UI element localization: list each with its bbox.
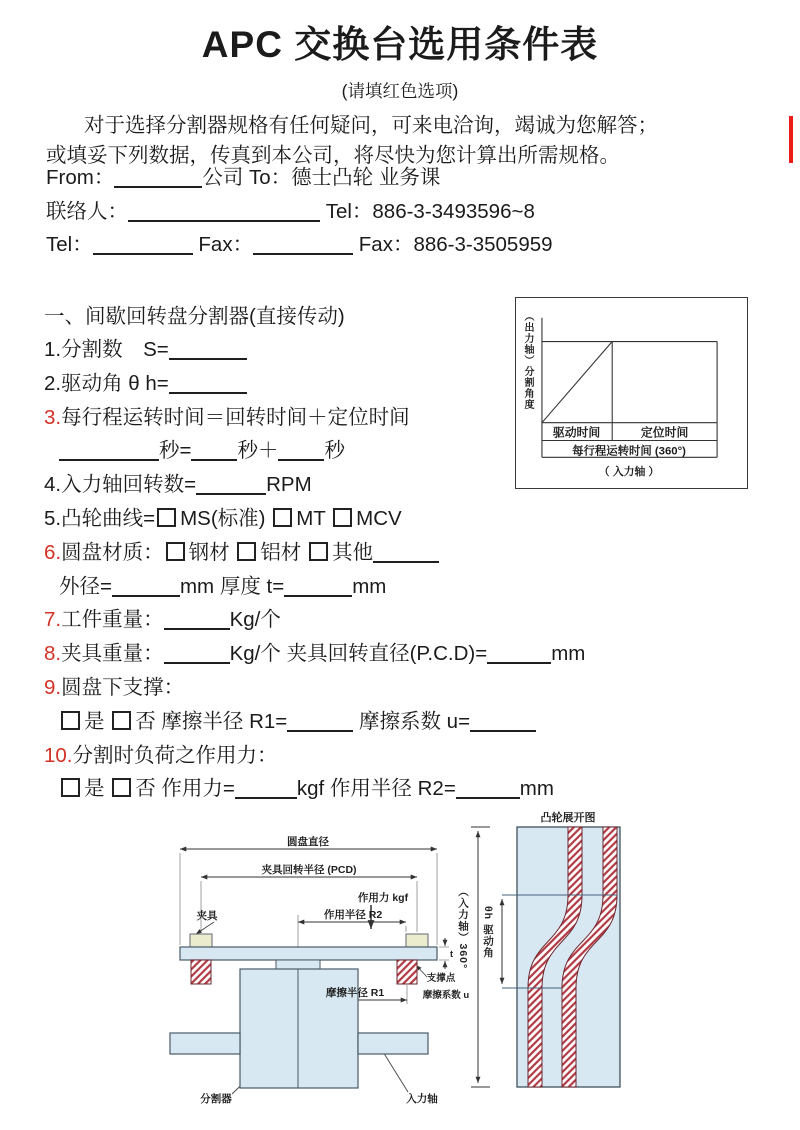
blank-field [164,642,230,665]
checkbox [166,542,185,561]
label-text: 联络人： [46,199,128,223]
total-time-label: 每行程运转时间 (360°) [572,445,686,458]
blank-field [169,371,247,394]
form-line [44,434,585,468]
blank-field [169,338,247,361]
checkbox [273,508,292,527]
label-text: mm [551,642,586,666]
intro-line-2: 或填妥下列数据，传真到本公司，将尽快为您计算出所需规格。 [46,144,620,167]
label-text: 钢材 [188,540,236,564]
divider-label: 分割器 [200,1093,232,1105]
contact-lines [46,161,553,262]
label-text: mm [519,777,554,801]
label-text: 每行程运转时间＝回转时间＋定位时间 [61,405,410,429]
form-line [44,637,585,671]
red-edge-mark [789,116,793,163]
blank-field [278,439,324,462]
item-number: 6. [44,540,62,564]
blank-field [373,540,439,563]
checkbox [61,778,80,797]
form-line [44,570,585,604]
item-number: 4. [44,473,62,497]
fixture-block-right [406,934,428,947]
label-text: Tel：886-3-3493596~8 [320,199,535,223]
label-text: mm 厚度 t= [179,574,285,598]
form-line [44,739,585,773]
form-line [44,603,585,637]
label-text: Fax：886-3-3505959 [353,233,553,256]
label-text: kgf 作用半径 R2= [296,777,456,801]
friction-coef-label: 摩擦系数 u [422,990,470,1001]
label-text: 否 摩擦半径 R1= [135,709,288,733]
label-text: 铝材 [260,540,308,564]
page-title: APC 交换台选用条件表 [201,24,599,65]
item-number: 7. [44,608,62,632]
checkbox [112,778,131,797]
blank-field [114,166,202,189]
item-number: 5. [44,506,62,530]
thickness-label: t [450,949,453,959]
label-text: 秒＋ [237,439,279,463]
label-text: Tel： [46,233,93,256]
label-text: MT [296,506,332,530]
item-number: 3. [44,405,62,429]
blank-field [93,233,193,256]
item-number: 8. [44,642,62,666]
intro-line-1: 对于选择分割器规格有任何疑问，可来电洽询，竭诚为您解答； [84,114,658,137]
fixture-label: 夹具 [196,910,218,922]
label-text: Kg/个 [229,608,281,632]
form-line [44,705,585,739]
timing-chart-box [515,297,748,489]
blank-field [196,473,266,496]
label-text: 秒 [324,439,345,463]
cam-height-label: （入力轴）360° [457,886,469,970]
blank-field [164,608,230,631]
item-number: 2. [44,371,62,395]
timing-chart [516,298,747,488]
label-text: MCV [356,506,402,530]
form-line [46,161,553,195]
indexer-diagram [170,835,469,1105]
checkbox [61,711,80,730]
pcd-label: 夹具回转半径 (PCD) [261,864,357,876]
label-text: 是 [84,709,111,733]
label-text: 外径= [59,574,112,598]
checkbox [112,711,131,730]
force-radius-label: 作用半径 R2 [323,909,383,921]
input-axis-label: （ 入力轴 ） [598,466,660,479]
page-subtitle: (请填红色选项) [341,81,459,101]
cam-title: 凸轮展开图 [540,812,596,824]
label-text: 驱动角 θ h= [61,371,169,395]
item-number: 1. [44,338,62,361]
blank-field [59,439,159,462]
support-block-right [397,960,417,984]
form-line [44,536,585,570]
blank-field [284,574,352,597]
label-text: 入力轴回转数= [61,473,197,497]
label-text: MS(标准) [180,506,272,530]
shaft-left [170,1033,240,1054]
label-text: Fax： [192,233,254,256]
label-text: 秒= [159,439,192,463]
blank-field [128,199,320,222]
friction-radius-label: 摩擦半径 R1 [325,987,385,999]
fixture-block-left [190,934,212,947]
form-line [46,228,553,262]
form-line [44,502,585,536]
form-line [44,671,585,705]
mechanism-and-cam-diagram [150,795,695,1130]
label-text: Kg/个 夹具回转直径(P.C.D)= [229,642,488,666]
item-number: 10. [44,743,73,767]
support-block-left [191,960,211,984]
blank-field [287,709,353,732]
label-text: mm [352,574,387,598]
label-text: 圆盘下支撑： [61,675,185,699]
label-text: 凸轮曲线= [61,506,156,530]
label-text: From： [46,166,115,189]
support-point-label: 支撑点 [426,973,456,984]
label-text: 夹具重量： [61,642,164,666]
item-number: 9. [44,675,62,699]
form-line [44,401,585,435]
label-text: 公司 To：德士凸轮 业务课 [202,166,441,189]
checkbox [157,508,176,527]
input-shaft-label: 入力轴 [406,1093,438,1105]
label-text: 是 [84,777,111,801]
shaft-right [358,1033,428,1054]
disc-diameter-label: 圆盘直径 [287,836,329,848]
label-text: 分割数 S= [61,338,169,361]
label-text: RPM [266,473,312,497]
checkbox [333,508,352,527]
label-text: 工件重量： [61,608,164,632]
label-text: 否 作用力= [135,777,235,801]
form-line [44,333,585,367]
cam-drive-angle-label: θh 驱动角 [482,906,494,959]
disc-hub [276,960,320,969]
form-line [46,195,553,229]
label-text: 分割时负荷之作用力： [72,743,278,767]
checkbox [237,542,256,561]
form-line [44,468,585,502]
rotary-disc [180,947,437,960]
blank-field [487,642,551,665]
blank-field [112,574,180,597]
label-text: 摩擦系数 u= [353,709,471,733]
form-items [44,333,585,806]
blank-field [470,709,536,732]
blank-field [191,439,237,462]
force-label: 作用力 kgf [357,892,409,904]
label-text: 圆盘材质： [61,540,164,564]
chart-y-axis-label: （出力轴）分割角度 [522,311,533,410]
form-line [44,367,585,401]
section-heading: 一、间歇回转盘分割器(直接传动) [44,305,345,328]
drive-time-label: 驱动时间 [552,425,601,440]
checkbox [309,542,328,561]
position-time-label: 定位时间 [640,425,689,440]
blank-field [253,233,353,256]
label-text: 其他 [332,540,374,564]
